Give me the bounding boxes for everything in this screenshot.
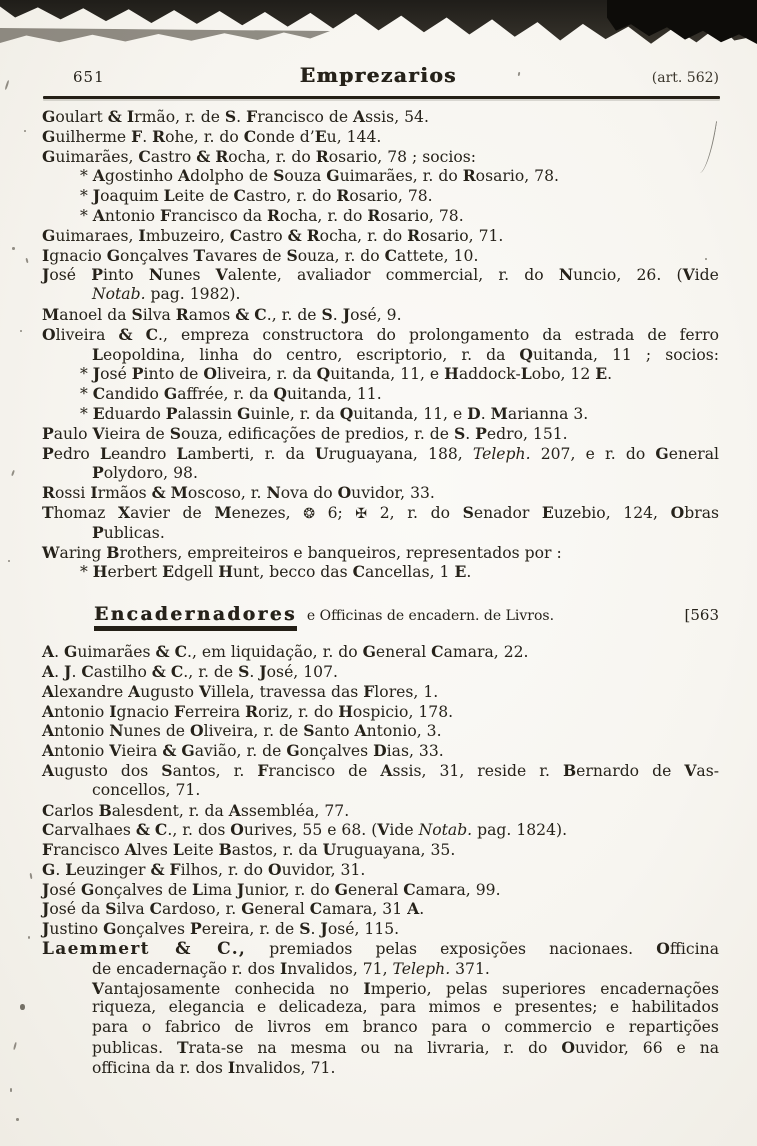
text-line: * José Pinto de Oliveira, r. da Quitanda, 11, e Haddock-Lobo, 12 E. (80, 364, 613, 384)
entry-line: Goulart & Irmão, r. de S. Francisco de Assis, 54. (42, 107, 429, 126)
scan-shadow-strip (0, 28, 330, 43)
scan-smudge (16, 1118, 19, 1121)
entry-line: Antonio Vieira & Gavião, r. de Gonçalves Dias, 33. (42, 741, 444, 761)
section-heading (42, 604, 719, 628)
entry-line: A. J. Castilho & C., r. de S. José, 107. (42, 661, 338, 681)
article-reference: (art. 562) (651, 70, 719, 86)
scan-smudge (20, 1004, 25, 1010)
entry-line: Rossi Irmãos & Moscoso, r. Nova do Ouvidor, 33. (42, 483, 435, 503)
scan-smudge (5, 80, 10, 90)
scan-smudge (24, 130, 26, 132)
entry-line: Manoel da Silva Ramos & C., r. de S. José, 9. (42, 304, 402, 324)
scan-smudge (10, 1088, 12, 1092)
page-number: 651 (73, 68, 105, 86)
text-line: de encadernação r. dos Invalidos, 71, Teleph. 371. (92, 958, 490, 978)
page-body (42, 107, 719, 1078)
text-line: * Antonio Francisco da Rocha, r. do Rosario, 78. (80, 205, 464, 225)
scan-smudge (25, 258, 28, 263)
scan-smudge (28, 936, 30, 939)
entry-line: Paulo Vieira de Souza, edifcações de predios, r. de S. Pedro, 151. (42, 423, 568, 443)
header-rule (43, 96, 720, 99)
text-line: riqueza, elegancia e delicadeza, para mimos e presentes; e habilitados (92, 998, 719, 1017)
entry-line: Antonio Ignacio Ferreira Roriz, r. do Hospicio, 178. (42, 701, 454, 721)
entry-line: Laemmert & C., premiados pelas exposições nacionaes. Oficina (42, 939, 719, 960)
text-line: * Agostinho Adolpho de Souza Guimarães, r. do Rosario, 78. (80, 166, 559, 186)
scan-smudge (11, 470, 15, 476)
text-line: * Candido Gafrée, r. da Quitanda, 11. (80, 384, 382, 404)
text-line: Polydoro, 98. (92, 463, 198, 483)
entry-line: Justino Gonçalves Pereira, r. de S. José, 115. (42, 919, 400, 939)
entry-line: Ignacio Gonçalves Tavares de Souza, r. do Cattete, 10. (42, 245, 479, 265)
entry-line: Guimarães, Castro & Rocha, r. do Rosario, 78 ; socios: (42, 146, 477, 166)
entry-line: Oliveira & C., empreza constructora do prolongamento da estrada de ferro (42, 324, 719, 344)
entry-line: Augusto dos Santos, r. Francisco de Assis, 31, reside r. Bernardo de Vas- (42, 760, 720, 780)
section-title: Encadernadores (94, 604, 297, 628)
section-subtitle: e Officinas de encadern. de Livros. (306, 608, 555, 625)
section-ref: [563 (684, 606, 719, 625)
scan-smudge (705, 258, 707, 260)
entry-line: Guilherme F. Rohe, r. do Conde d’Eu, 144. (42, 126, 382, 146)
scan-smudge (12, 247, 15, 250)
text-line: Vantajosamente conhecida no Imperio, pelas superiores encadernações (92, 978, 719, 998)
text-line: concellos, 71. (92, 780, 201, 799)
text-line: Publicas. (92, 522, 165, 542)
entry-line: José Pinto Nunes Valente, avaliador commercial, r. do Nuncio, 26. (Vide (42, 265, 719, 285)
entry-line: Carvalhaes & C., r. dos Ourives, 55 e 68. (Vide Notab. pag. 1824). (42, 820, 568, 840)
entry-line: José da Silva Cardoso, r. General Camara, 31 A. (42, 899, 425, 919)
entry-line: Guimaraes, Imbuzeiro, Castro & Rocha, r. do Rosario, 71. (42, 225, 504, 245)
entry-line: Antonio Nunes de Oliveira, r. de Santo Antonio, 3. (42, 721, 442, 741)
entry-line: A. Guimarães & C., em liquidação, r. do General Camara, 22. (42, 642, 529, 662)
text-line: oficina da r. dos Invalidos, 71. (92, 1057, 336, 1077)
text-line: Leopoldina, linha do centro, escriptorio, r. da Quitanda, 11 ; socios: (92, 344, 719, 364)
scan-smudge (8, 560, 10, 562)
text-line: Notab. pag. 1982). (92, 285, 241, 304)
text-line: publicas. Trata-se na mesma ou na livraria, r. do Ouvidor, 66 e na (92, 1038, 720, 1058)
medal-decoration-icon: ❂ (303, 505, 315, 522)
text-line: * Joaquim Leite de Castro, r. do Rosario, 78. (80, 186, 433, 206)
page-title: Emprezarios (299, 63, 457, 87)
entry-line: Pedro Leandro Lamberti, r. da Uruguayana, 188, Teleph. 207, e r. do General (42, 443, 719, 463)
scan-smudge (29, 873, 32, 879)
text-line: * Eduardo Palassin Guinle, r. da Quitanda, 11, e D. Marianna 3. (80, 403, 589, 423)
scan-smudge (20, 330, 22, 332)
entry-line: Carlos Balesdent, r. da Assembléa, 77. (42, 800, 350, 820)
entry-line: Thomaz Xavier de Menezes, ❂ 6; ✠ 2, r. do Senador Euzebio, 124, Obras (42, 502, 719, 522)
text-line: * Herbert Edgell Hunt, becco das Cancellas, 1 E. (80, 562, 472, 582)
entry-line: Alexandre Augusto Villela, travessa das Flores, 1. (42, 681, 439, 701)
text-line: para o fabrico de livros em branco para o commercio e repartições (92, 1018, 719, 1037)
running-header (43, 63, 719, 87)
entry-line: Francisco Alves Leite Bastos, r. da Uruguayana, 35. (42, 840, 456, 860)
scan-smudge (13, 1042, 17, 1050)
entry-line: José Gonçalves de Lima Junior, r. do General Camara, 99. (42, 879, 501, 899)
entry-line: G. Leuzinger & Filhos, r. do Ouvidor, 31. (42, 859, 366, 879)
cross-decoration-icon: ✠ (355, 505, 368, 522)
entry-line: Waring Brothers, empreiteiros e banqueiros, representados por : (42, 542, 562, 562)
